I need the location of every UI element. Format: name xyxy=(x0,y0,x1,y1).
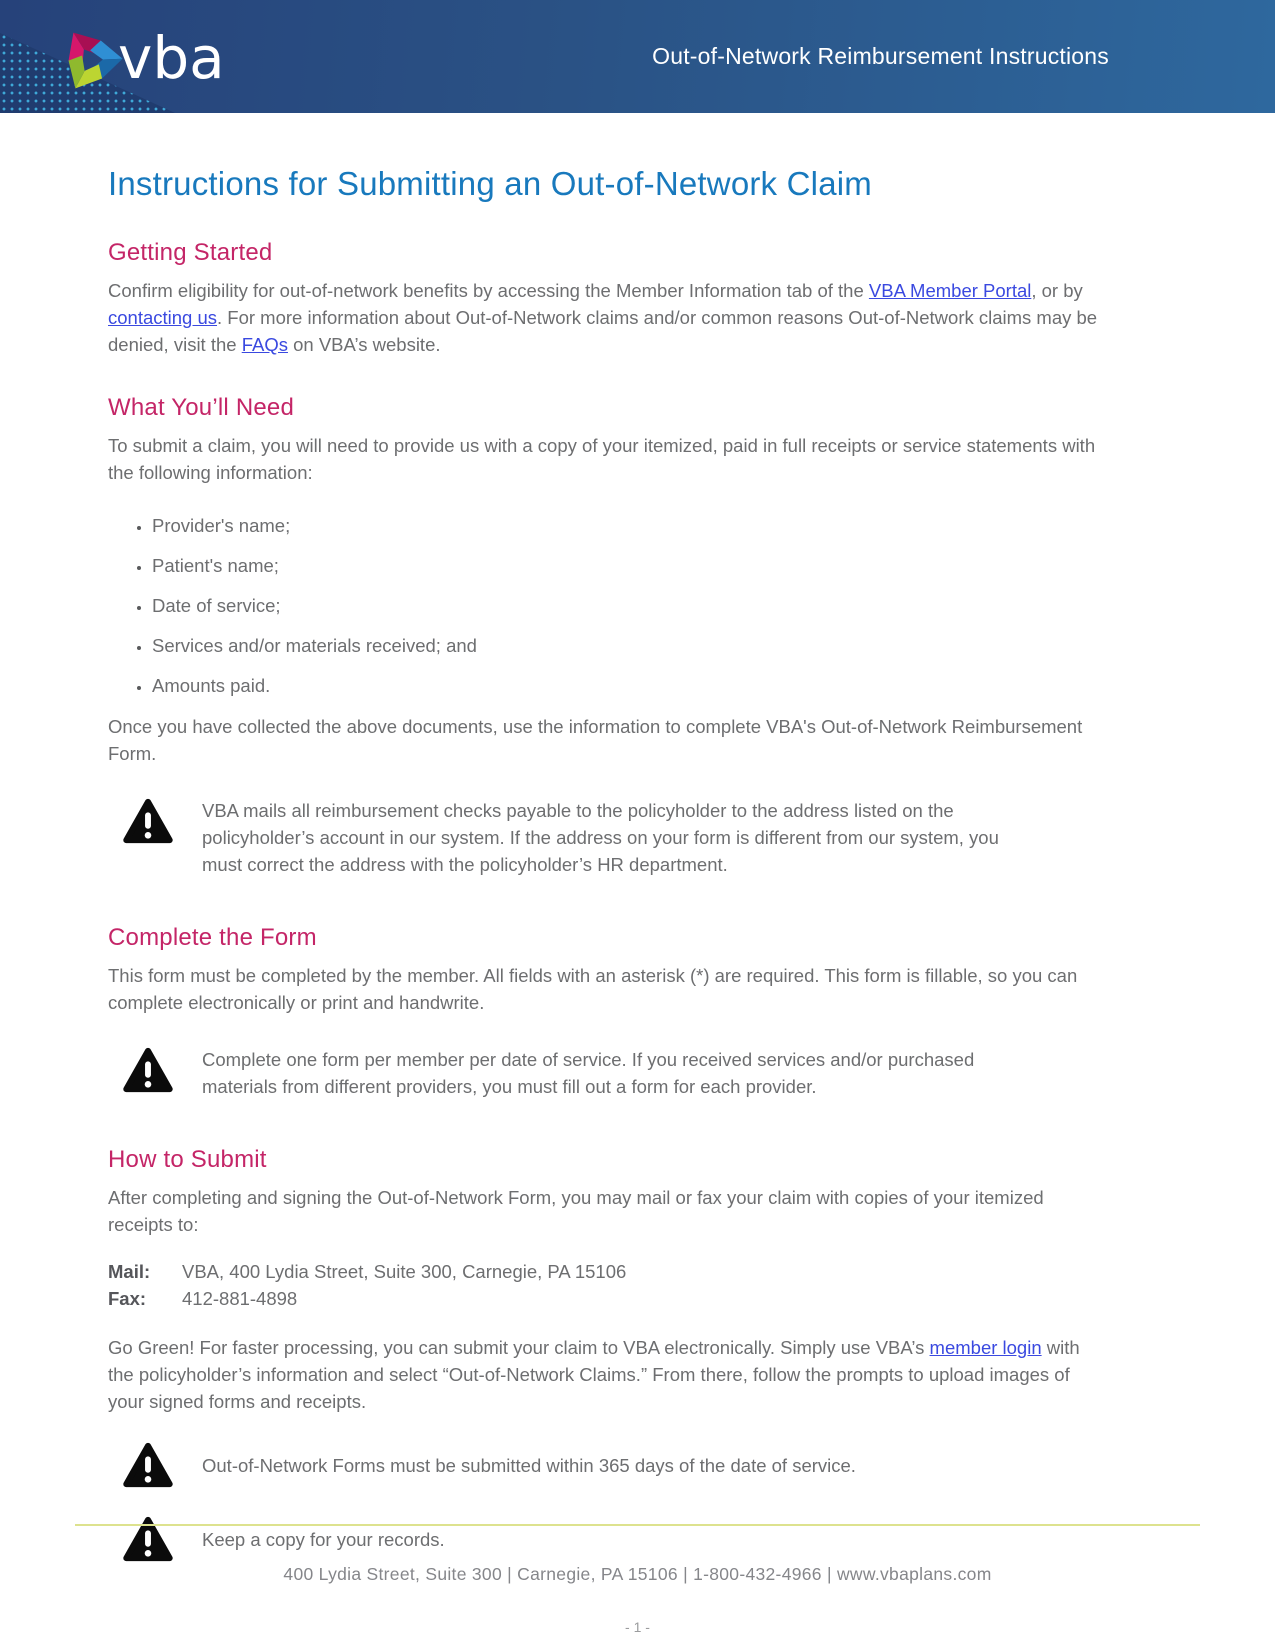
list-item: • Patient's name; xyxy=(152,552,1110,579)
warning-icon xyxy=(122,1441,174,1489)
vba-member-portal-link[interactable]: VBA Member Portal xyxy=(868,280,1032,301)
paragraph-text: on VBA’s website. xyxy=(287,334,441,355)
page-footer xyxy=(0,1524,1275,1649)
complete-the-form-intro: This form must be completed by the member. All fields with an asterisk (*) are required. This form is fillable, so you can complete electronically or print and handwrite. xyxy=(108,965,1078,1013)
go-green-paragraph xyxy=(108,1334,1110,1415)
section-heading-complete-the-form: Complete the Form xyxy=(108,924,317,951)
faqs-link[interactable]: FAQs xyxy=(241,334,288,355)
section-heading-what-youll-need: What You’ll Need xyxy=(108,394,294,421)
warning-icon xyxy=(122,797,174,878)
fax-row xyxy=(108,1285,1110,1312)
list-item: • Amounts paid. xyxy=(152,672,1110,699)
warning-callout-address xyxy=(108,797,1110,878)
mail-address: VBA, 400 Lydia Street, Suite 300, Carnegie, PA 15106 xyxy=(182,1261,627,1282)
paragraph-text: , or by xyxy=(1031,280,1083,301)
document-body xyxy=(0,165,1275,1563)
vba-star-icon xyxy=(52,19,126,95)
mail-fax-block xyxy=(108,1258,1110,1312)
page-number: - 1 - xyxy=(625,1619,650,1635)
warning-text: Out-of-Network Forms must be submitted within 365 days of the date of service. xyxy=(202,1454,856,1476)
paragraph-text: Go Green! For faster processing, you can submit your claim to VBA electronically. Simply use VBA’s xyxy=(108,1337,930,1358)
page-title: Instructions for Submitting an Out-of-Network Claim xyxy=(108,165,872,202)
how-to-submit-intro: After completing and signing the Out-of-Network Form, you may mail or fax your claim with copies of your itemized receipts to: xyxy=(108,1187,1044,1235)
mail-row xyxy=(108,1258,1110,1285)
header-bar xyxy=(0,0,1275,113)
what-youll-need-outro: Once you have collected the above documents, use the information to complete VBA's Out-of-Network Reimbursement Form. xyxy=(108,716,1083,764)
paragraph-text: Confirm eligibility for out-of-network benefits by accessing the Member Information tab of the xyxy=(108,280,869,301)
list-item: • Date of service; xyxy=(152,592,1110,619)
warning-text: VBA mails all reimbursement checks payable to the policyholder to the address listed on the policyholder’s account in our system. If the address on your form is different from our system, you must correct the address with the policyholder’s HR department. xyxy=(202,800,999,875)
section-heading-how-to-submit: How to Submit xyxy=(108,1146,267,1173)
fax-number: 412-881-4898 xyxy=(182,1288,298,1309)
warning-callout-one-form xyxy=(108,1046,1110,1100)
list-item: • Services and/or materials received; and xyxy=(152,632,1110,659)
logo-wordmark: vba xyxy=(118,23,225,92)
vba-logo xyxy=(52,19,225,95)
list-item: • Provider's name; xyxy=(152,512,1110,539)
mail-label: Mail: xyxy=(108,1261,151,1282)
member-login-link[interactable]: member login xyxy=(929,1337,1042,1358)
footer-divider xyxy=(75,1524,1200,1526)
paragraph-text: . For more information about Out-of-Network claims and/or common reasons Out-of-Network claims may be denied, visit the xyxy=(108,307,1098,355)
warning-callout-365-days xyxy=(108,1441,1110,1489)
section-heading-getting-started: Getting Started xyxy=(108,239,273,266)
warning-text: Complete one form per member per date of service. If you received services and/or purchased materials from different providers, you must fill out a form for each provider. xyxy=(202,1049,975,1097)
warning-text: Keep a copy for your records. xyxy=(202,1528,445,1550)
warning-icon xyxy=(122,1046,174,1100)
getting-started-paragraph xyxy=(108,277,1110,358)
paragraph-text: with the policyholder’s information and select “Out-of-Network Claims.” From there, follow the prompts to upload images of your signed forms and receipts. xyxy=(108,1337,1080,1412)
required-info-list xyxy=(108,512,1110,699)
contacting-us-link[interactable]: contacting us xyxy=(108,307,218,328)
fax-label: Fax: xyxy=(108,1288,147,1309)
document-header-title: Out-of-Network Reimbursement Instructions xyxy=(652,43,1109,69)
what-youll-need-intro: To submit a claim, you will need to provide us with a copy of your itemized, paid in full receipts or service statements with the following information: xyxy=(108,435,1096,483)
footer-contact-info: 400 Lydia Street, Suite 300 | Carnegie, PA 15106 | 1-800-432-4966 | www.vbaplans.com xyxy=(283,1564,992,1584)
